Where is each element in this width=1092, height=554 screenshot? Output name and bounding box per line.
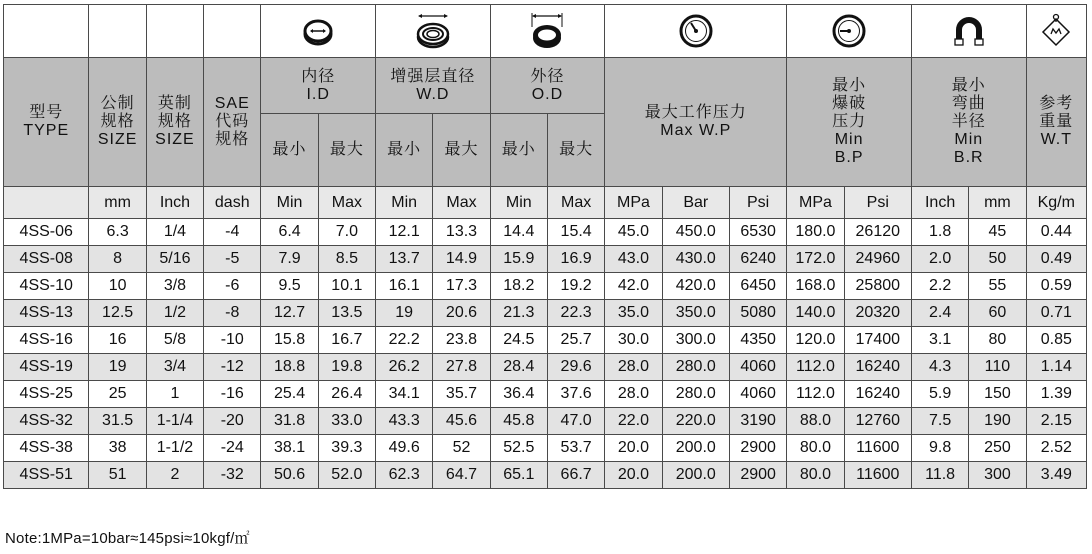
table-cell: 45.8 <box>490 408 547 435</box>
table-cell: 0.44 <box>1026 219 1086 246</box>
table-cell: 13.5 <box>318 300 375 327</box>
table-cell: 45 <box>969 219 1026 246</box>
table-cell: 19 <box>89 354 146 381</box>
table-cell: 19 <box>376 300 433 327</box>
table-cell: 5/8 <box>146 327 203 354</box>
bend-radius-icon <box>951 13 987 49</box>
header-id-min: 最小 <box>261 114 318 187</box>
table-cell: 34.1 <box>376 381 433 408</box>
table-cell: 168.0 <box>787 273 844 300</box>
table-cell: 8 <box>89 246 146 273</box>
table-cell: 64.7 <box>433 462 490 489</box>
table-cell: 3/4 <box>146 354 203 381</box>
table-cell: -6 <box>204 273 261 300</box>
table-cell: 300 <box>969 462 1026 489</box>
table-cell: 51 <box>89 462 146 489</box>
table-cell: 25 <box>89 381 146 408</box>
unit-cell: Bar <box>662 187 729 219</box>
header-type: 型号 TYPE <box>4 58 89 187</box>
table-row <box>4 219 1087 246</box>
table-cell: 38.1 <box>261 435 318 462</box>
header-sae-dash: SAE 代码 规格 <box>204 58 261 187</box>
header-inner-diameter: 内径 I.D <box>261 58 376 114</box>
table-row <box>4 408 1087 435</box>
model-cell: 4SS-16 <box>4 327 89 354</box>
table-cell: 6.4 <box>261 219 318 246</box>
table-cell: 17.3 <box>433 273 490 300</box>
table-cell: 23.8 <box>433 327 490 354</box>
table-cell: 6530 <box>729 219 786 246</box>
table-cell: 4060 <box>729 354 786 381</box>
table-cell: 15.8 <box>261 327 318 354</box>
table-cell: 20.0 <box>605 462 662 489</box>
table-cell: 11600 <box>844 462 911 489</box>
table-cell: -24 <box>204 435 261 462</box>
table-cell: 43.3 <box>376 408 433 435</box>
table-row <box>4 381 1087 408</box>
table-cell: 280.0 <box>662 354 729 381</box>
table-cell: 35.0 <box>605 300 662 327</box>
table-cell: 9.8 <box>911 435 968 462</box>
table-cell: 12.1 <box>376 219 433 246</box>
table-cell: 38 <box>89 435 146 462</box>
table-cell: 60 <box>969 300 1026 327</box>
table-cell: 80.0 <box>787 435 844 462</box>
unit-cell: mm <box>89 187 146 219</box>
table-cell: 22.0 <box>605 408 662 435</box>
icon-row <box>4 5 1087 58</box>
table-cell: -12 <box>204 354 261 381</box>
table-row <box>4 354 1087 381</box>
table-cell: 1-1/4 <box>146 408 203 435</box>
table-cell: 39.3 <box>318 435 375 462</box>
table-cell: 55 <box>969 273 1026 300</box>
table-cell: 112.0 <box>787 381 844 408</box>
table-cell: 25.7 <box>547 327 604 354</box>
unit-cell: Psi <box>844 187 911 219</box>
table-cell: 47.0 <box>547 408 604 435</box>
icon-cell-empty <box>4 5 89 58</box>
table-cell: 250 <box>969 435 1026 462</box>
table-cell: 150 <box>969 381 1026 408</box>
table-cell: 0.71 <box>1026 300 1086 327</box>
table-cell: 110 <box>969 354 1026 381</box>
icon-cell-wp <box>605 5 787 58</box>
unit-cell: MPa <box>605 187 662 219</box>
table-cell: 9.5 <box>261 273 318 300</box>
table-cell: 10 <box>89 273 146 300</box>
icon-cell-wt <box>1026 5 1086 58</box>
table-cell: 14.4 <box>490 219 547 246</box>
weight-icon <box>1038 13 1074 49</box>
table-cell: 2.0 <box>911 246 968 273</box>
unit-cell-empty <box>4 187 89 219</box>
table-cell: 2.4 <box>911 300 968 327</box>
table-cell: 13.7 <box>376 246 433 273</box>
table-cell: 30.0 <box>605 327 662 354</box>
table-cell: 420.0 <box>662 273 729 300</box>
table-cell: 4060 <box>729 381 786 408</box>
table-cell: 17400 <box>844 327 911 354</box>
unit-cell: Inch <box>146 187 203 219</box>
table-cell: 120.0 <box>787 327 844 354</box>
unit-cell: Max <box>547 187 604 219</box>
table-cell: 52 <box>433 435 490 462</box>
icon-cell-empty <box>204 5 261 58</box>
table-cell: 6240 <box>729 246 786 273</box>
table-row <box>4 273 1087 300</box>
table-cell: 27.8 <box>433 354 490 381</box>
table-cell: -5 <box>204 246 261 273</box>
unit-cell: mm <box>969 187 1026 219</box>
table-cell: 1.8 <box>911 219 968 246</box>
model-cell: 4SS-32 <box>4 408 89 435</box>
table-cell: 11.8 <box>911 462 968 489</box>
header-reinforcement-diameter: 增强层直径 W.D <box>376 58 491 114</box>
table-cell: 2 <box>146 462 203 489</box>
header-min-burst-pressure: 最小 爆破 压力 Min B.P <box>787 58 912 187</box>
icon-cell-od <box>490 5 605 58</box>
reinforcement-diameter-icon <box>415 12 451 50</box>
icon-cell-empty <box>146 5 203 58</box>
header-od-min: 最小 <box>490 114 547 187</box>
table-cell: 5/16 <box>146 246 203 273</box>
table-cell: 450.0 <box>662 219 729 246</box>
table-cell: 16240 <box>844 381 911 408</box>
pressure-gauge-icon <box>678 13 714 49</box>
table-cell: 172.0 <box>787 246 844 273</box>
table-cell: 43.0 <box>605 246 662 273</box>
unit-cell: Max <box>433 187 490 219</box>
table-cell: 4350 <box>729 327 786 354</box>
header-od-max: 最大 <box>547 114 604 187</box>
table-cell: 26.2 <box>376 354 433 381</box>
header-inch-size: 英制 规格 SIZE <box>146 58 203 187</box>
table-cell: 65.1 <box>490 462 547 489</box>
table-cell: 1/2 <box>146 300 203 327</box>
table-cell: 25.4 <box>261 381 318 408</box>
table-cell: 4.3 <box>911 354 968 381</box>
table-cell: 190 <box>969 408 1026 435</box>
table-cell: 13.3 <box>433 219 490 246</box>
table-cell: 10.1 <box>318 273 375 300</box>
header-id-max: 最大 <box>318 114 375 187</box>
table-row <box>4 300 1087 327</box>
table-cell: 15.9 <box>490 246 547 273</box>
table-cell: -32 <box>204 462 261 489</box>
table-cell: 112.0 <box>787 354 844 381</box>
table-cell: 28.4 <box>490 354 547 381</box>
table-cell: 21.3 <box>490 300 547 327</box>
table-cell: 7.5 <box>911 408 968 435</box>
table-cell: 5080 <box>729 300 786 327</box>
table-cell: 300.0 <box>662 327 729 354</box>
table-cell: 19.2 <box>547 273 604 300</box>
table-cell: 53.7 <box>547 435 604 462</box>
table-cell: 49.6 <box>376 435 433 462</box>
table-cell: 42.0 <box>605 273 662 300</box>
model-cell: 4SS-06 <box>4 219 89 246</box>
unit-cell: dash <box>204 187 261 219</box>
table-cell: -20 <box>204 408 261 435</box>
icon-cell-empty <box>89 5 146 58</box>
header-outer-diameter: 外径 O.D <box>490 58 605 114</box>
table-cell: 24960 <box>844 246 911 273</box>
table-cell: 62.3 <box>376 462 433 489</box>
table-cell: 88.0 <box>787 408 844 435</box>
table-cell: 15.4 <box>547 219 604 246</box>
icon-cell-wd <box>376 5 491 58</box>
icon-cell-br <box>911 5 1026 58</box>
table-cell: 80.0 <box>787 462 844 489</box>
table-cell: 5.9 <box>911 381 968 408</box>
table-cell: 14.9 <box>433 246 490 273</box>
table-cell: 280.0 <box>662 381 729 408</box>
inner-diameter-icon <box>301 14 335 48</box>
table-cell: 2.2 <box>911 273 968 300</box>
unit-cell: Min <box>261 187 318 219</box>
table-cell: 16.7 <box>318 327 375 354</box>
unit-cell: Kg/m <box>1026 187 1086 219</box>
table-cell: 18.2 <box>490 273 547 300</box>
table-cell: 28.0 <box>605 354 662 381</box>
model-cell: 4SS-51 <box>4 462 89 489</box>
table-cell: 8.5 <box>318 246 375 273</box>
table-cell: 22.2 <box>376 327 433 354</box>
table-cell: -8 <box>204 300 261 327</box>
table-cell: 20320 <box>844 300 911 327</box>
spec-table-body <box>4 219 1087 489</box>
table-row <box>4 462 1087 489</box>
table-cell: 24.5 <box>490 327 547 354</box>
header-wd-min: 最小 <box>376 114 433 187</box>
table-cell: -4 <box>204 219 261 246</box>
header-nominal-size: 公制 规格 SIZE <box>89 58 146 187</box>
table-cell: 18.8 <box>261 354 318 381</box>
table-cell: 31.5 <box>89 408 146 435</box>
table-cell: -16 <box>204 381 261 408</box>
table-cell: 3190 <box>729 408 786 435</box>
table-row <box>4 246 1087 273</box>
table-cell: 16.9 <box>547 246 604 273</box>
header-weight: 参考 重量 W.T <box>1026 58 1086 187</box>
table-cell: 180.0 <box>787 219 844 246</box>
table-cell: 52.0 <box>318 462 375 489</box>
unit-cell: Min <box>376 187 433 219</box>
unit-cell: Inch <box>911 187 968 219</box>
header-row-1 <box>4 58 1087 114</box>
table-cell: 6450 <box>729 273 786 300</box>
table-cell: 0.49 <box>1026 246 1086 273</box>
table-cell: 31.8 <box>261 408 318 435</box>
table-cell: 1-1/2 <box>146 435 203 462</box>
unit-cell: Psi <box>729 187 786 219</box>
table-cell: 45.0 <box>605 219 662 246</box>
table-cell: 1 <box>146 381 203 408</box>
model-cell: 4SS-10 <box>4 273 89 300</box>
table-cell: 16.1 <box>376 273 433 300</box>
table-cell: 19.8 <box>318 354 375 381</box>
table-cell: -10 <box>204 327 261 354</box>
table-cell: 20.0 <box>605 435 662 462</box>
table-cell: 220.0 <box>662 408 729 435</box>
table-cell: 36.4 <box>490 381 547 408</box>
table-cell: 1/4 <box>146 219 203 246</box>
table-cell: 50 <box>969 246 1026 273</box>
icon-cell-id <box>261 5 376 58</box>
unit-cell: Max <box>318 187 375 219</box>
burst-gauge-icon <box>831 13 867 49</box>
unit-cell: Min <box>490 187 547 219</box>
table-cell: 2.52 <box>1026 435 1086 462</box>
conversion-note: Note:1MPa=10bar≈145psi≈10kgf/㎡ <box>5 530 250 547</box>
outer-diameter-icon <box>529 11 565 51</box>
table-cell: 1.39 <box>1026 381 1086 408</box>
table-cell: 430.0 <box>662 246 729 273</box>
icon-cell-bp <box>787 5 912 58</box>
table-cell: 26.4 <box>318 381 375 408</box>
table-cell: 1.14 <box>1026 354 1086 381</box>
table-cell: 12.5 <box>89 300 146 327</box>
table-cell: 6.3 <box>89 219 146 246</box>
table-cell: 52.5 <box>490 435 547 462</box>
table-cell: 45.6 <box>433 408 490 435</box>
table-cell: 3.49 <box>1026 462 1086 489</box>
table-cell: 3.1 <box>911 327 968 354</box>
table-cell: 50.6 <box>261 462 318 489</box>
header-max-working-pressure: 最大工作压力 Max W.P <box>605 58 787 187</box>
table-cell: 66.7 <box>547 462 604 489</box>
table-cell: 33.0 <box>318 408 375 435</box>
model-cell: 4SS-25 <box>4 381 89 408</box>
table-cell: 26120 <box>844 219 911 246</box>
model-cell: 4SS-13 <box>4 300 89 327</box>
units-row <box>4 187 1087 219</box>
table-row <box>4 327 1087 354</box>
table-cell: 37.6 <box>547 381 604 408</box>
model-cell: 4SS-08 <box>4 246 89 273</box>
table-cell: 2900 <box>729 462 786 489</box>
table-cell: 16240 <box>844 354 911 381</box>
table-cell: 80 <box>969 327 1026 354</box>
table-cell: 3/8 <box>146 273 203 300</box>
model-cell: 4SS-38 <box>4 435 89 462</box>
table-cell: 29.6 <box>547 354 604 381</box>
table-cell: 200.0 <box>662 462 729 489</box>
table-cell: 12.7 <box>261 300 318 327</box>
table-cell: 0.85 <box>1026 327 1086 354</box>
table-cell: 28.0 <box>605 381 662 408</box>
hose-spec-table <box>3 4 1087 489</box>
model-cell: 4SS-19 <box>4 354 89 381</box>
table-cell: 12760 <box>844 408 911 435</box>
header-wd-max: 最大 <box>433 114 490 187</box>
table-cell: 7.9 <box>261 246 318 273</box>
table-cell: 22.3 <box>547 300 604 327</box>
table-cell: 16 <box>89 327 146 354</box>
table-cell: 2900 <box>729 435 786 462</box>
table-cell: 350.0 <box>662 300 729 327</box>
table-cell: 200.0 <box>662 435 729 462</box>
table-cell: 0.59 <box>1026 273 1086 300</box>
table-cell: 35.7 <box>433 381 490 408</box>
unit-cell: MPa <box>787 187 844 219</box>
table-cell: 11600 <box>844 435 911 462</box>
table-cell: 25800 <box>844 273 911 300</box>
header-min-bend-radius: 最小 弯曲 半径 Min B.R <box>911 58 1026 187</box>
table-cell: 140.0 <box>787 300 844 327</box>
table-cell: 20.6 <box>433 300 490 327</box>
table-cell: 7.0 <box>318 219 375 246</box>
table-cell: 2.15 <box>1026 408 1086 435</box>
table-row <box>4 435 1087 462</box>
